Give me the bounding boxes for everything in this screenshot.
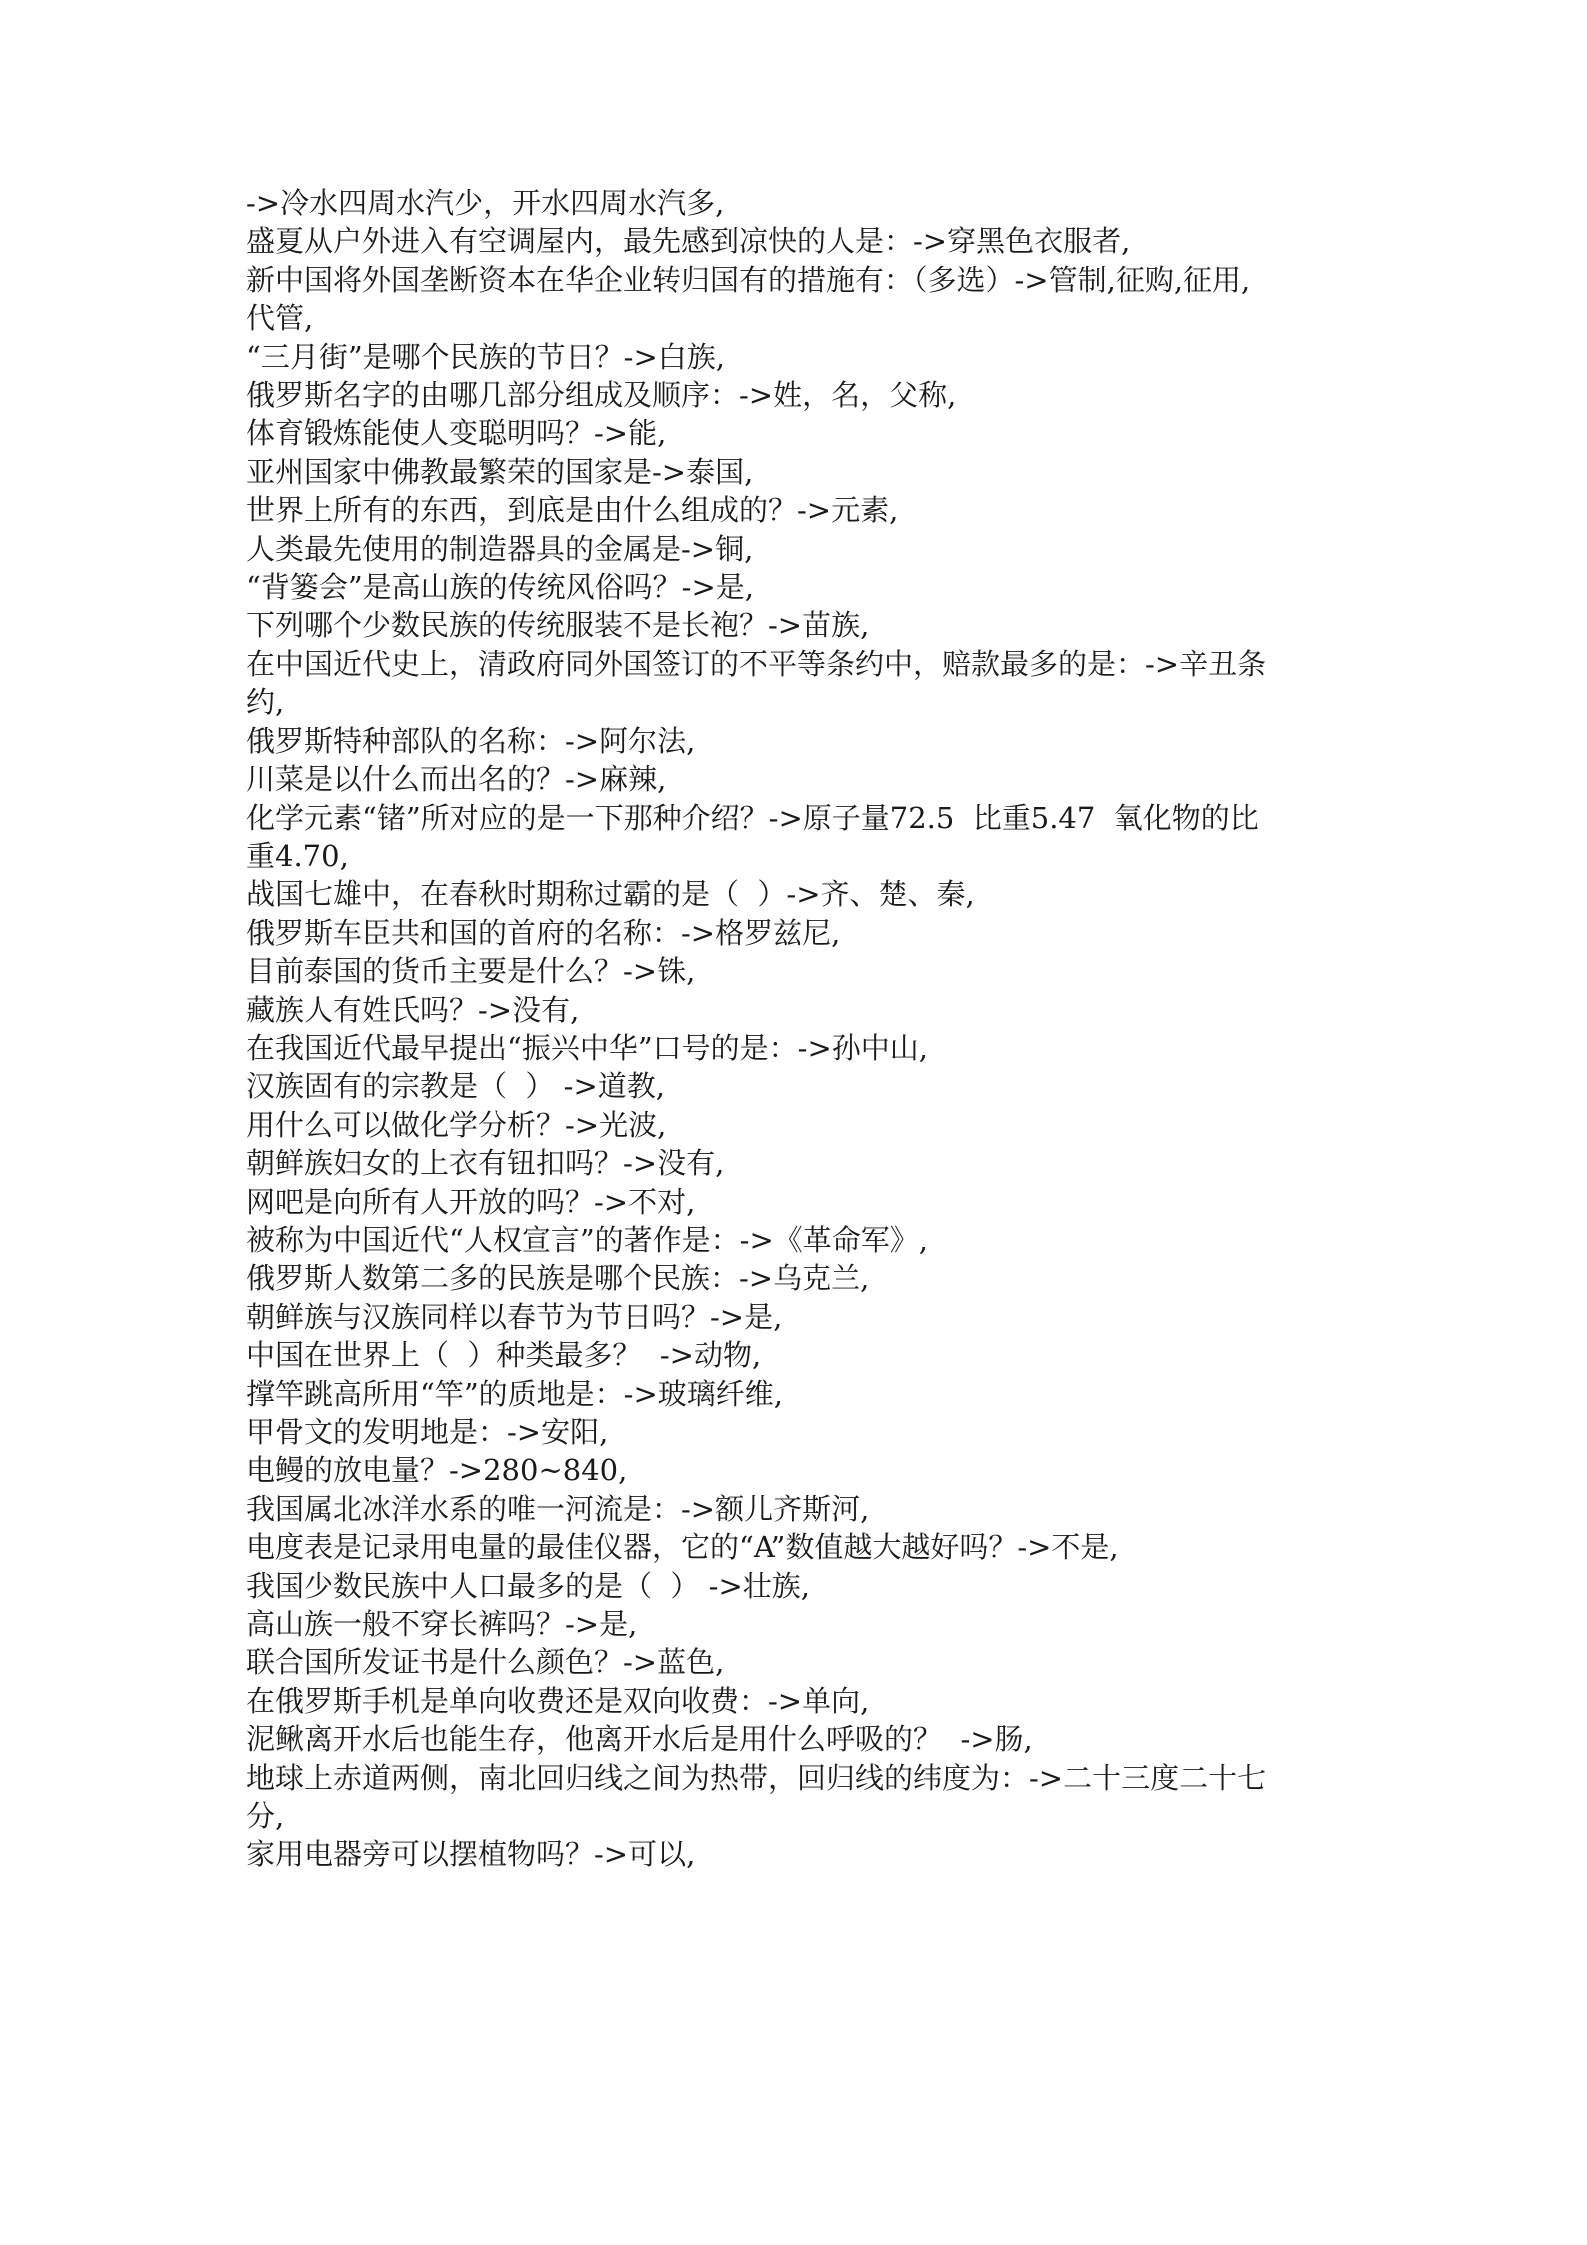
text-line: 中国在世界上（ ）种类最多？ ->动物,: [246, 1338, 762, 1373]
text-line: 撑竿跳高所用“竿”的质地是：->玻璃纤维,: [246, 1376, 783, 1411]
text-line: 俄罗斯名字的由哪几部分组成及顺序：->姓，名，父称,: [246, 378, 957, 413]
text-line: 电鳗的放电量？->280~840,: [246, 1453, 628, 1488]
text-line: 在中国近代史上，清政府同外国签订的不平等条约中，赔款最多的是：->辛丑条: [246, 646, 1267, 681]
text-line: 代管,: [246, 301, 314, 336]
text-line: 分,: [246, 1799, 285, 1834]
text-line: 在俄罗斯手机是单向收费还是双向收费：->单向,: [246, 1683, 870, 1718]
text-line: 下列哪个少数民族的传统服装不是长袍？->苗族,: [246, 608, 870, 643]
text-line: 川菜是以什么而出名的？->麻辣,: [246, 762, 667, 797]
text-line: 家用电器旁可以摆植物吗？->可以,: [246, 1837, 696, 1872]
text-line: 被称为中国近代“人权宣言”的著作是：->《革命军》,: [246, 1222, 928, 1257]
text-line: 化学元素“锗”所对应的是一下那种介绍？->原子量72.5 比重5.47 氧化物的比: [246, 800, 1259, 835]
text-line: 我国属北冰洋水系的唯一河流是：->额儿齐斯河,: [246, 1491, 870, 1526]
text-line: 用什么可以做化学分析？->光波,: [246, 1107, 667, 1142]
text-line: “背篓会”是高山族的传统风俗吗？->是,: [246, 570, 754, 605]
text-line: ->冷水四周水汽少，开水四周水汽多,: [246, 186, 725, 220]
text-line: 盛夏从户外进入有空调屋内，最先感到凉快的人是：->穿黑色衣服者,: [246, 224, 1131, 259]
text-line: 地球上赤道两侧，南北回归线之间为热带，回归线的纬度为：->二十三度二十七: [246, 1760, 1267, 1795]
text-line: 战国七雄中，在春秋时期称过霸的是（ ）->齐、楚、秦,: [246, 877, 975, 912]
text-line: 联合国所发证书是什么颜色？->蓝色,: [246, 1645, 725, 1680]
document-body: [246, 184, 1356, 1874]
text-line: 高山族一般不穿长裤吗？->是,: [246, 1607, 638, 1642]
text-line: 俄罗斯特种部队的名称：->阿尔法,: [246, 723, 696, 758]
text-line: 泥鳅离开水后也能生存，他离开水后是用什么呼吸的？ ->肠,: [246, 1722, 1033, 1757]
text-line: 俄罗斯人数第二多的民族是哪个民族：->乌克兰,: [246, 1261, 870, 1296]
text-line: 藏族人有姓氏吗？->没有,: [246, 992, 580, 1027]
text-line: 甲骨文的发明地是：->安阳,: [246, 1415, 609, 1449]
text-line: 体育锻炼能使人变聪明吗？->能,: [246, 416, 667, 451]
text-line: 电度表是记录用电量的最佳仪器，它的“A”数值越大越好吗？->不是,: [246, 1530, 1119, 1565]
text-line: 朝鲜族与汉族同样以春节为节日吗？->是,: [246, 1299, 783, 1334]
text-line: 俄罗斯车臣共和国的首府的名称：->格罗兹尼,: [246, 915, 841, 950]
text-line: 我国少数民族中人口最多的是（ ） ->壮族,: [246, 1568, 810, 1603]
text-line: 目前泰国的货币主要是什么？->铢,: [246, 954, 696, 989]
text-line: 朝鲜族妇女的上衣有钮扣吗？->没有,: [246, 1146, 725, 1181]
text-line: 世界上所有的东西，到底是由什么组成的？->元素,: [246, 493, 899, 528]
text-line: 亚州国家中佛教最繁荣的国家是->泰国,: [246, 454, 754, 489]
text-line: 汉族固有的宗教是（ ） ->道教,: [246, 1069, 665, 1104]
text-line: 重4.70,: [246, 838, 349, 873]
text-line: 新中国将外国垄断资本在华企业转归国有的措施有：（多选）->管制,征购,征用,: [246, 262, 1251, 297]
text-line: 在我国近代最早提出“振兴中华”口号的是：->孙中山,: [246, 1030, 928, 1065]
text-line: “三月街”是哪个民族的节日？->白族,: [246, 339, 725, 374]
text-line: 人类最先使用的制造器具的金属是->铜,: [246, 531, 754, 566]
text-line: 网吧是向所有人开放的吗？->不对,: [246, 1184, 696, 1219]
text-line: 约,: [246, 685, 285, 720]
